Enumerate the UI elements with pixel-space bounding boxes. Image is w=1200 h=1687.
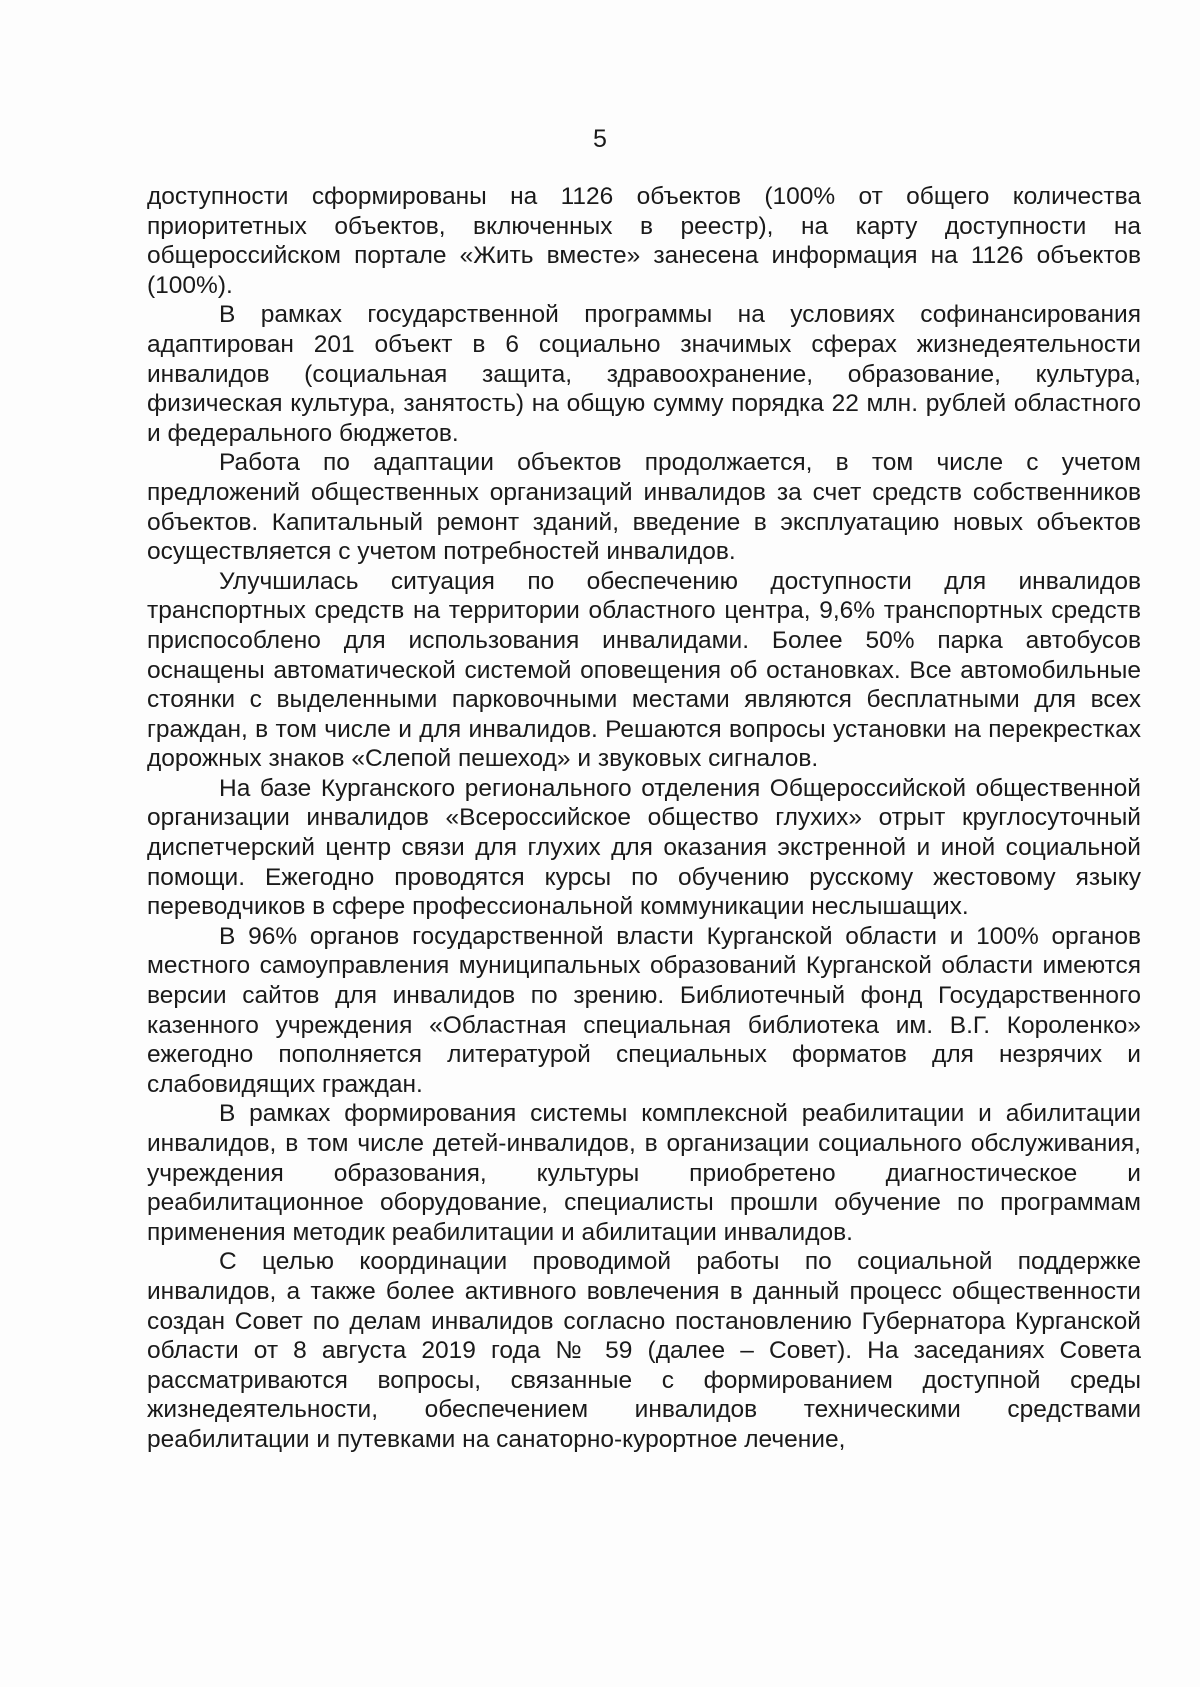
page-number: 5 [593,125,607,153]
document-body [147,182,1141,1455]
paragraph-deaf-dispatch-center: На базе Курганского регионального отделения Общероссийской общественной организации инвалидов «Всероссийское общество глухих» отрыт круглосуточный диспетчерский центр связи для глухих для оказания экстренной и иной социальной помощи. Ежегодно проводятся курсы по обучению русскому жестовому языку переводчиков в сфере профессиональной коммуникации неслышащих. [147,774,1141,921]
paragraph-state-program: В рамках государственной программы на условиях софинансирования адаптирован 201 объект в 6 социально значимых сферах жизнедеятельности инвалидов (социальная защита, здравоохранение, образование, культура, физическая культура, занятость) на общую сумму порядка 22 млн. рублей областного и федерального бюджетов. [147,301,1141,447]
paragraph-rehabilitation-system: В рамках формирования системы комплексной реабилитации и абилитации инвалидов, в том числе детей-инвалидов, в организации социального обслуживания, учреждения образования, культуры приобретено диагностическое и реабилитационное оборудование, специалисты прошли обучение по программам применения методик реабилитации и абилитации инвалидов. [147,1100,1141,1246]
paragraph-accessible-websites: В 96% органов государственной власти Курганской области и 100% органов местного самоуправления муниципальных образований Курганской области имеются версии сайтов для инвалидов по зрению. Библиотечный фонд Государственного казенного учреждения «Областная специальная библиотека им. В.Г. Короленко» ежегодно пополняется литературой специальных форматов для незрячих и слабовидящих граждан. [147,922,1141,1098]
paragraph-object-adaptation: Работа по адаптации объектов продолжается, в том числе с учетом предложений общественных организаций инвалидов за счет средств собственников объектов. Капитальный ремонт зданий, введение в эксплуатацию новых объектов осуществляется с учетом потребностей инвалидов. [147,449,1141,566]
paragraph-transport-accessibility: Улучшилась ситуация по обеспечению доступности для инвалидов транспортных средств на территории областного центра, 9,6% транспортных средств приспособлено для использования инвалидами. Более 50% парка автобусов оснащены автоматической системой оповещения об остановках. Все автомобильные стоянки с выделенными парковочными местами являются бесплатными для всех граждан, в том числе и для инвалидов. Решаются вопросы установки на перекрестках дорожных знаков «Слепой пешеход» и звуковых сигналов. [147,567,1141,773]
paragraph-accessibility-passports: доступности сформированы на 1126 объектов (100% от общего количества приоритетных объектов, включенных в реестр), на карту доступности на общероссийском портале «Жить вместе» занесена информация на 1126 объектов (100%). [147,183,1141,299]
paragraph-disability-council: С целью координации проводимой работы по социальной поддержке инвалидов, а также более активного вовлечения в данный процесс общественности создан Совет по делам инвалидов согласно постановлению Губернатора Курганской области от 8 августа 2019 года № 59 (далее – Совет). На заседаниях Совета рассматриваются вопросы, связанные с формированием доступной среды жизнедеятельности, обеспечением инвалидов техническими средствами реабилитации и путевками на санаторно-курортное лечение, [147,1248,1141,1453]
